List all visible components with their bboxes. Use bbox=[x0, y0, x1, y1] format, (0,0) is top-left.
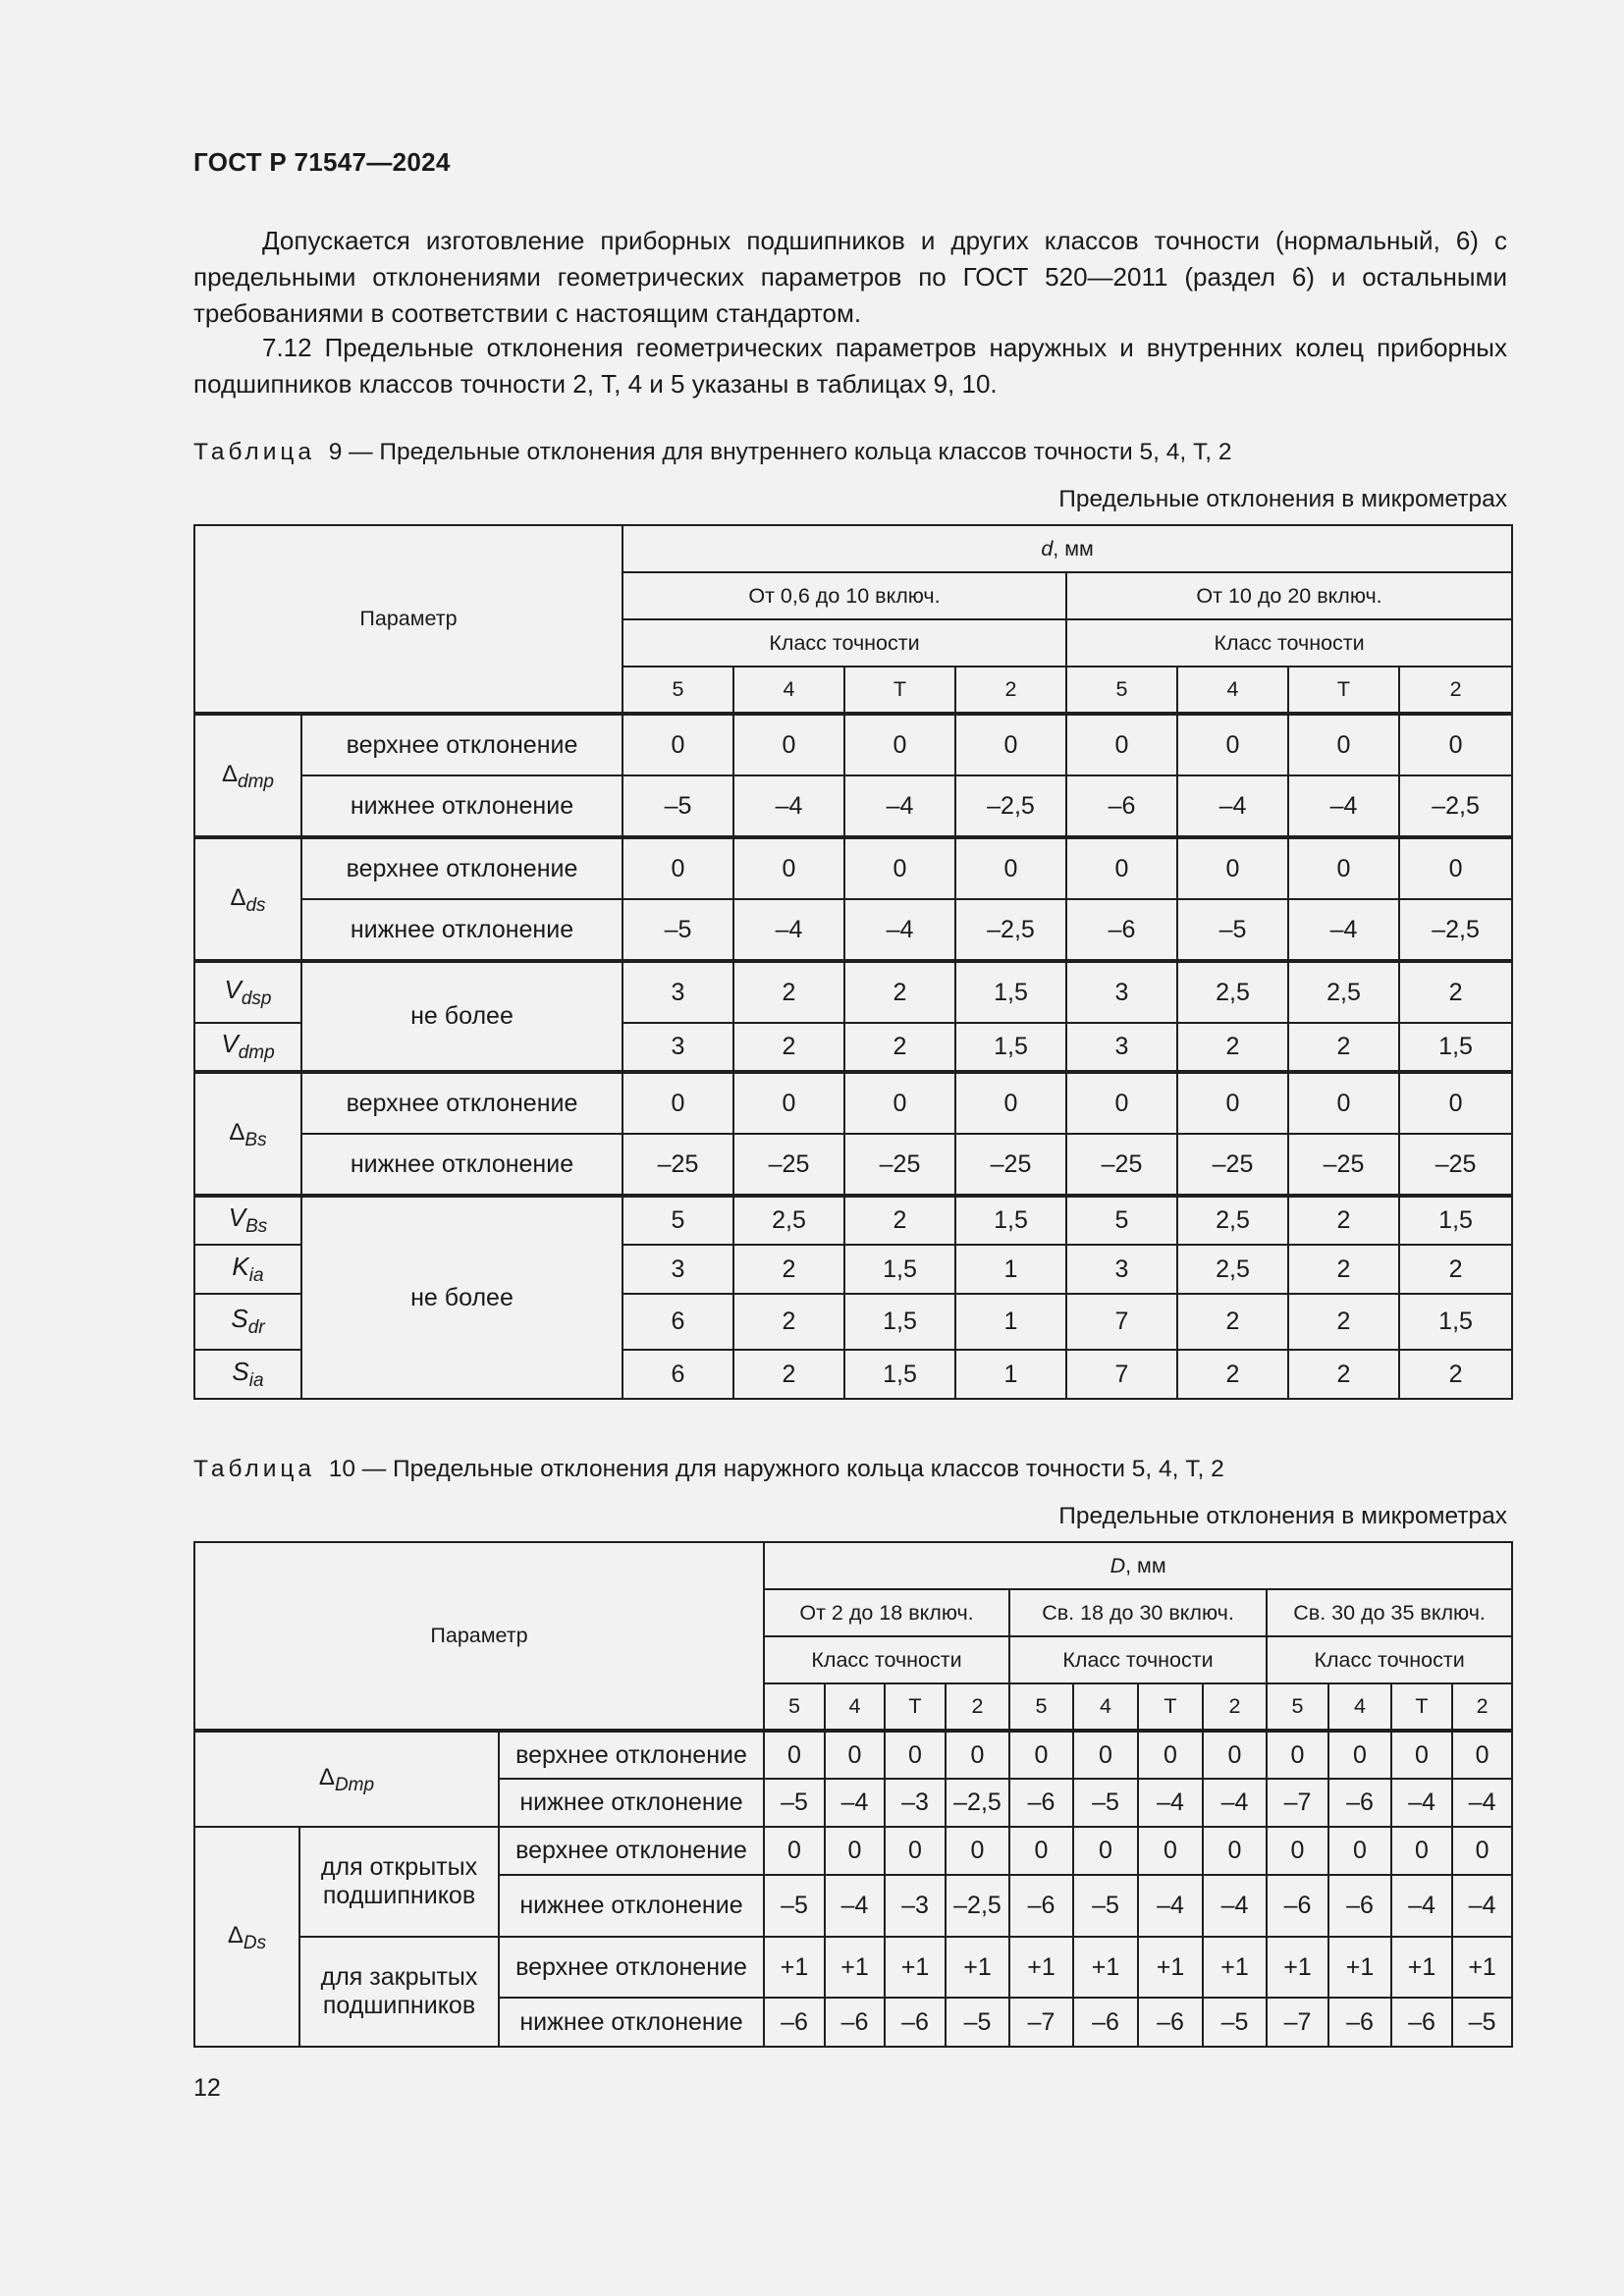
value-cell: 2 bbox=[1177, 1023, 1288, 1072]
value-cell: –6 bbox=[1328, 1998, 1391, 2047]
value-cell: 0 bbox=[733, 714, 844, 775]
table-row bbox=[194, 1731, 1512, 1779]
class-cell: 5 bbox=[1066, 667, 1177, 714]
value-cell: –5 bbox=[1452, 1998, 1512, 2047]
row-label: нижнее отклонение bbox=[301, 1134, 623, 1196]
value-cell: –2,5 bbox=[1399, 899, 1512, 961]
class-cell: 5 bbox=[764, 1683, 825, 1731]
class-cell: 4 bbox=[1328, 1683, 1391, 1731]
value-cell: 0 bbox=[623, 837, 733, 899]
class-cell: Т bbox=[1391, 1683, 1452, 1731]
value-cell: 0 bbox=[1267, 1827, 1328, 1875]
value-cell: 1 bbox=[955, 1294, 1066, 1350]
value-cell: 3 bbox=[1066, 1023, 1177, 1072]
value-cell: 2 bbox=[1288, 1294, 1399, 1350]
value-cell: 0 bbox=[955, 714, 1066, 775]
range-header: От 10 до 20 включ. bbox=[1066, 572, 1512, 619]
value-cell: 2 bbox=[1288, 1245, 1399, 1294]
row-label: верхнее отклонение bbox=[301, 714, 623, 775]
value-cell: 2 bbox=[733, 961, 844, 1023]
document-id: ГОСТ Р 71547—2024 bbox=[193, 147, 451, 177]
value-cell: 0 bbox=[1073, 1827, 1138, 1875]
value-cell: 1 bbox=[955, 1350, 1066, 1399]
class-cell: 4 bbox=[1073, 1683, 1138, 1731]
value-cell: 6 bbox=[623, 1350, 733, 1399]
row-label: нижнее отклонение bbox=[301, 775, 623, 837]
value-cell: 0 bbox=[1138, 1827, 1203, 1875]
value-cell: 0 bbox=[1066, 837, 1177, 899]
value-cell: –25 bbox=[623, 1134, 733, 1196]
table10-caption: Таблица 10 — Предельные отклонения для наружного кольца классов точности 5, 4, Т, 2 bbox=[193, 1456, 1224, 1482]
class-header: Класс точности bbox=[764, 1636, 1009, 1683]
value-cell: –4 bbox=[733, 775, 844, 837]
value-cell: 0 bbox=[825, 1731, 885, 1779]
value-cell: –4 bbox=[844, 899, 955, 961]
dimension-header: D, мм bbox=[764, 1542, 1512, 1589]
class-cell: Т bbox=[844, 667, 955, 714]
value-cell: 0 bbox=[764, 1827, 825, 1875]
table-row bbox=[194, 1827, 1512, 1875]
value-cell: 1,5 bbox=[844, 1245, 955, 1294]
value-cell: 2 bbox=[1177, 1350, 1288, 1399]
row-label: не более bbox=[301, 1196, 623, 1399]
value-cell: –25 bbox=[1399, 1134, 1512, 1196]
range-header: От 0,6 до 10 включ. bbox=[623, 572, 1066, 619]
value-cell: –5 bbox=[1073, 1875, 1138, 1937]
value-cell: 3 bbox=[623, 961, 733, 1023]
value-cell: –5 bbox=[623, 899, 733, 961]
value-cell: 2 bbox=[844, 1023, 955, 1072]
value-cell: 0 bbox=[955, 837, 1066, 899]
value-cell: –25 bbox=[844, 1134, 955, 1196]
class-cell: Т bbox=[1138, 1683, 1203, 1731]
class-cell: 2 bbox=[955, 667, 1066, 714]
range-header: От 2 до 18 включ. bbox=[764, 1589, 1009, 1636]
symbol-delta-bs: $\Delta_{Bs}$ bbox=[194, 1072, 301, 1196]
value-cell: 0 bbox=[623, 714, 733, 775]
value-cell: –6 bbox=[885, 1998, 946, 2047]
value-cell: +1 bbox=[1328, 1937, 1391, 1998]
value-cell: 0 bbox=[1066, 714, 1177, 775]
value-cell: 0 bbox=[825, 1827, 885, 1875]
value-cell: 0 bbox=[623, 1072, 733, 1134]
class-cell: 4 bbox=[733, 667, 844, 714]
dimension-header: d, мм bbox=[623, 525, 1512, 572]
value-cell: –6 bbox=[1009, 1875, 1073, 1937]
range-header: Св. 30 до 35 включ. bbox=[1267, 1589, 1512, 1636]
value-cell: +1 bbox=[1267, 1937, 1328, 1998]
value-cell: 0 bbox=[844, 1072, 955, 1134]
value-cell: +1 bbox=[1452, 1937, 1512, 1998]
value-cell: 0 bbox=[955, 1072, 1066, 1134]
value-cell: 7 bbox=[1066, 1350, 1177, 1399]
value-cell: 0 bbox=[1009, 1827, 1073, 1875]
value-cell: –6 bbox=[1138, 1998, 1203, 2047]
class-cell: 2 bbox=[1452, 1683, 1512, 1731]
table-row bbox=[194, 837, 1512, 899]
value-cell: 1,5 bbox=[955, 961, 1066, 1023]
symbol-delta-dmp: $\Delta_{dmp}$ bbox=[194, 714, 301, 837]
value-cell: 0 bbox=[1399, 1072, 1512, 1134]
value-cell: –2,5 bbox=[1399, 775, 1512, 837]
value-cell: 2,5 bbox=[733, 1196, 844, 1245]
value-cell: +1 bbox=[1391, 1937, 1452, 1998]
value-cell: 0 bbox=[844, 837, 955, 899]
value-cell: +1 bbox=[1009, 1937, 1073, 1998]
value-cell: –25 bbox=[733, 1134, 844, 1196]
row-label: верхнее отклонение bbox=[301, 1072, 623, 1134]
value-cell: 3 bbox=[1066, 1245, 1177, 1294]
value-cell: 5 bbox=[1066, 1196, 1177, 1245]
value-cell: +1 bbox=[885, 1937, 946, 1998]
table10-units: Предельные отклонения в микрометрах bbox=[1058, 1503, 1507, 1529]
row-label: верхнее отклонение bbox=[499, 1827, 764, 1875]
value-cell: –4 bbox=[1391, 1779, 1452, 1827]
class-header: Класс точности bbox=[623, 619, 1066, 667]
param-header: Параметр bbox=[194, 1542, 764, 1731]
value-cell: 0 bbox=[1452, 1731, 1512, 1779]
value-cell: 0 bbox=[1391, 1731, 1452, 1779]
value-cell: 0 bbox=[885, 1731, 946, 1779]
value-cell: 2 bbox=[733, 1023, 844, 1072]
table-row bbox=[194, 961, 1512, 1023]
value-cell: 2 bbox=[1288, 1350, 1399, 1399]
class-cell: 5 bbox=[1009, 1683, 1073, 1731]
symbol-delta-Ds: $\Delta_{Ds}$ bbox=[194, 1827, 299, 2047]
value-cell: 1,5 bbox=[1399, 1294, 1512, 1350]
value-cell: 0 bbox=[1203, 1731, 1267, 1779]
class-cell: 2 bbox=[1203, 1683, 1267, 1731]
value-cell: 2 bbox=[1288, 1196, 1399, 1245]
value-cell: 1,5 bbox=[955, 1023, 1066, 1072]
class-cell: 5 bbox=[1267, 1683, 1328, 1731]
value-cell: 0 bbox=[1073, 1731, 1138, 1779]
value-cell: 0 bbox=[1452, 1827, 1512, 1875]
value-cell: –2,5 bbox=[955, 899, 1066, 961]
value-cell: –7 bbox=[1267, 1998, 1328, 2047]
value-cell: –4 bbox=[1391, 1875, 1452, 1937]
value-cell: 0 bbox=[1399, 714, 1512, 775]
paragraph-7-12: 7.12 Предельные отклонения геометрических параметров наружных и внутренних колец приборных подшипников классов точности 2, Т, 4 и 5 указаны в таблицах 9, 10. bbox=[193, 333, 1507, 399]
value-cell: 2 bbox=[1177, 1294, 1288, 1350]
value-cell: –3 bbox=[885, 1779, 946, 1827]
symbol-sdr: $S_{dr}$ bbox=[194, 1294, 301, 1350]
value-cell: 3 bbox=[1066, 961, 1177, 1023]
param-header: Параметр bbox=[194, 525, 623, 714]
value-cell: 0 bbox=[1399, 837, 1512, 899]
value-cell: 2 bbox=[844, 961, 955, 1023]
row-label: нижнее отклонение bbox=[499, 1875, 764, 1937]
value-cell: –6 bbox=[764, 1998, 825, 2047]
value-cell: +1 bbox=[764, 1937, 825, 1998]
value-cell: 0 bbox=[1267, 1731, 1328, 1779]
value-cell: –6 bbox=[825, 1998, 885, 2047]
value-cell: 0 bbox=[1177, 714, 1288, 775]
value-cell: –4 bbox=[844, 775, 955, 837]
value-cell: 0 bbox=[1288, 1072, 1399, 1134]
value-cell: 0 bbox=[1203, 1827, 1267, 1875]
value-cell: –6 bbox=[1066, 899, 1177, 961]
value-cell: 7 bbox=[1066, 1294, 1177, 1350]
class-cell: Т bbox=[1288, 667, 1399, 714]
value-cell: 5 bbox=[623, 1196, 733, 1245]
value-cell: 2 bbox=[733, 1245, 844, 1294]
value-cell: –5 bbox=[946, 1998, 1009, 2047]
symbol-delta-Dmp: $\Delta_{Dmp}$ bbox=[194, 1731, 499, 1827]
value-cell: +1 bbox=[946, 1937, 1009, 1998]
row-label: нижнее отклонение bbox=[499, 1779, 764, 1827]
value-cell: –6 bbox=[1073, 1998, 1138, 2047]
value-cell: 0 bbox=[764, 1731, 825, 1779]
table-row bbox=[194, 1937, 1512, 1998]
symbol-sia: $S_{ia}$ bbox=[194, 1350, 301, 1399]
value-cell: 0 bbox=[1288, 714, 1399, 775]
value-cell: –6 bbox=[1267, 1875, 1328, 1937]
table-row bbox=[194, 775, 1512, 837]
table-10 bbox=[193, 1541, 1513, 2048]
value-cell: –4 bbox=[1452, 1779, 1512, 1827]
class-cell: Т bbox=[885, 1683, 946, 1731]
value-cell: –4 bbox=[1203, 1779, 1267, 1827]
value-cell: –5 bbox=[623, 775, 733, 837]
value-cell: –4 bbox=[1288, 775, 1399, 837]
value-cell: –5 bbox=[764, 1779, 825, 1827]
page-number: 12 bbox=[193, 2074, 221, 2102]
symbol-delta-ds: $\Delta_{ds}$ bbox=[194, 837, 301, 961]
class-cell: 4 bbox=[825, 1683, 885, 1731]
value-cell: –6 bbox=[1328, 1779, 1391, 1827]
value-cell: –2,5 bbox=[946, 1875, 1009, 1937]
symbol-vdmp: $V_{dmp}$ bbox=[194, 1023, 301, 1072]
class-header: Класс точности bbox=[1066, 619, 1512, 667]
value-cell: 2 bbox=[1288, 1023, 1399, 1072]
table9-caption: Таблица 9 — Предельные отклонения для внутреннего кольца классов точности 5, 4, Т, 2 bbox=[193, 439, 1232, 465]
value-cell: –7 bbox=[1009, 1998, 1073, 2047]
value-cell: 2,5 bbox=[1177, 1245, 1288, 1294]
value-cell: –25 bbox=[1177, 1134, 1288, 1196]
value-cell: –25 bbox=[955, 1134, 1066, 1196]
symbol-vdsp: $V_{dsp}$ bbox=[194, 961, 301, 1023]
value-cell: –5 bbox=[764, 1875, 825, 1937]
value-cell: –4 bbox=[825, 1875, 885, 1937]
table-row bbox=[194, 714, 1512, 775]
value-cell: –2,5 bbox=[946, 1779, 1009, 1827]
row-label: нижнее отклонение bbox=[499, 1998, 764, 2047]
class-header: Класс точности bbox=[1267, 1636, 1512, 1683]
symbol-vbs: $V_{Bs}$ bbox=[194, 1196, 301, 1245]
value-cell: 0 bbox=[1328, 1827, 1391, 1875]
symbol-kia: $K_{ia}$ bbox=[194, 1245, 301, 1294]
value-cell: 2 bbox=[844, 1196, 955, 1245]
row-label: нижнее отклонение bbox=[301, 899, 623, 961]
value-cell: 2 bbox=[1399, 1350, 1512, 1399]
value-cell: +1 bbox=[1073, 1937, 1138, 1998]
value-cell: –25 bbox=[1288, 1134, 1399, 1196]
class-header: Класс точности bbox=[1009, 1636, 1267, 1683]
value-cell: 0 bbox=[733, 837, 844, 899]
value-cell: 0 bbox=[1066, 1072, 1177, 1134]
class-cell: 2 bbox=[1399, 667, 1512, 714]
value-cell: 0 bbox=[1328, 1731, 1391, 1779]
value-cell: 0 bbox=[1288, 837, 1399, 899]
value-cell: 3 bbox=[623, 1023, 733, 1072]
value-cell: 1,5 bbox=[844, 1294, 955, 1350]
value-cell: 0 bbox=[946, 1827, 1009, 1875]
value-cell: 1,5 bbox=[1399, 1023, 1512, 1072]
value-cell: 0 bbox=[733, 1072, 844, 1134]
value-cell: –6 bbox=[1391, 1998, 1452, 2047]
value-cell: +1 bbox=[1203, 1937, 1267, 1998]
value-cell: 1 bbox=[955, 1245, 1066, 1294]
value-cell: 0 bbox=[1177, 1072, 1288, 1134]
value-cell: –6 bbox=[1066, 775, 1177, 837]
value-cell: –3 bbox=[885, 1875, 946, 1937]
value-cell: +1 bbox=[1138, 1937, 1203, 1998]
value-cell: –25 bbox=[1066, 1134, 1177, 1196]
table-row bbox=[194, 1072, 1512, 1134]
row-label: верхнее отклонение bbox=[499, 1937, 764, 1998]
value-cell: –6 bbox=[1328, 1875, 1391, 1937]
range-header: Св. 18 до 30 включ. bbox=[1009, 1589, 1267, 1636]
row-label: верхнее отклонение bbox=[499, 1731, 764, 1779]
table-row bbox=[194, 1134, 1512, 1196]
value-cell: 0 bbox=[1391, 1827, 1452, 1875]
value-cell: 2,5 bbox=[1177, 1196, 1288, 1245]
value-cell: –4 bbox=[1177, 775, 1288, 837]
value-cell: –4 bbox=[733, 899, 844, 961]
table-9 bbox=[193, 524, 1513, 1400]
row-label: верхнее отклонение bbox=[301, 837, 623, 899]
table-row bbox=[194, 899, 1512, 961]
value-cell: 2 bbox=[1399, 961, 1512, 1023]
value-cell: –6 bbox=[1009, 1779, 1073, 1827]
value-cell: –5 bbox=[1177, 899, 1288, 961]
table-row bbox=[194, 1196, 1512, 1245]
value-cell: 2 bbox=[733, 1350, 844, 1399]
table9-units: Предельные отклонения в микрометрах bbox=[1058, 486, 1507, 512]
value-cell: 3 bbox=[623, 1245, 733, 1294]
value-cell: 0 bbox=[844, 714, 955, 775]
value-cell: –4 bbox=[1452, 1875, 1512, 1937]
value-cell: –5 bbox=[1073, 1779, 1138, 1827]
value-cell: 1,5 bbox=[1399, 1196, 1512, 1245]
value-cell: 6 bbox=[623, 1294, 733, 1350]
value-cell: +1 bbox=[825, 1937, 885, 1998]
value-cell: 2 bbox=[1399, 1245, 1512, 1294]
row-label: не более bbox=[301, 961, 623, 1072]
value-cell: 0 bbox=[1009, 1731, 1073, 1779]
row-group-open: для открытых подшипников bbox=[299, 1827, 499, 1937]
value-cell: 0 bbox=[1138, 1731, 1203, 1779]
value-cell: 0 bbox=[946, 1731, 1009, 1779]
value-cell: –2,5 bbox=[955, 775, 1066, 837]
value-cell: –5 bbox=[1203, 1998, 1267, 2047]
value-cell: 2 bbox=[733, 1294, 844, 1350]
class-cell: 2 bbox=[946, 1683, 1009, 1731]
row-group-closed: для закрытых подшипников bbox=[299, 1937, 499, 2047]
value-cell: –4 bbox=[825, 1779, 885, 1827]
value-cell: 0 bbox=[885, 1827, 946, 1875]
value-cell: 1,5 bbox=[955, 1196, 1066, 1245]
value-cell: 2,5 bbox=[1177, 961, 1288, 1023]
value-cell: –4 bbox=[1138, 1779, 1203, 1827]
paragraph-permission: Допускается изготовление приборных подшипников и других классов точности (нормальный, 6) с предельными отклонениями геометрических параметров по ГОСТ 520—2011 (раздел 6) и остальными требованиями в соответствии с настоящим стандартом. bbox=[193, 226, 1507, 328]
value-cell: –7 bbox=[1267, 1779, 1328, 1827]
value-cell: 1,5 bbox=[844, 1350, 955, 1399]
class-cell: 5 bbox=[623, 667, 733, 714]
value-cell: –4 bbox=[1288, 899, 1399, 961]
value-cell: 0 bbox=[1177, 837, 1288, 899]
class-cell: 4 bbox=[1177, 667, 1288, 714]
value-cell: 2,5 bbox=[1288, 961, 1399, 1023]
value-cell: –4 bbox=[1138, 1875, 1203, 1937]
value-cell: –4 bbox=[1203, 1875, 1267, 1937]
